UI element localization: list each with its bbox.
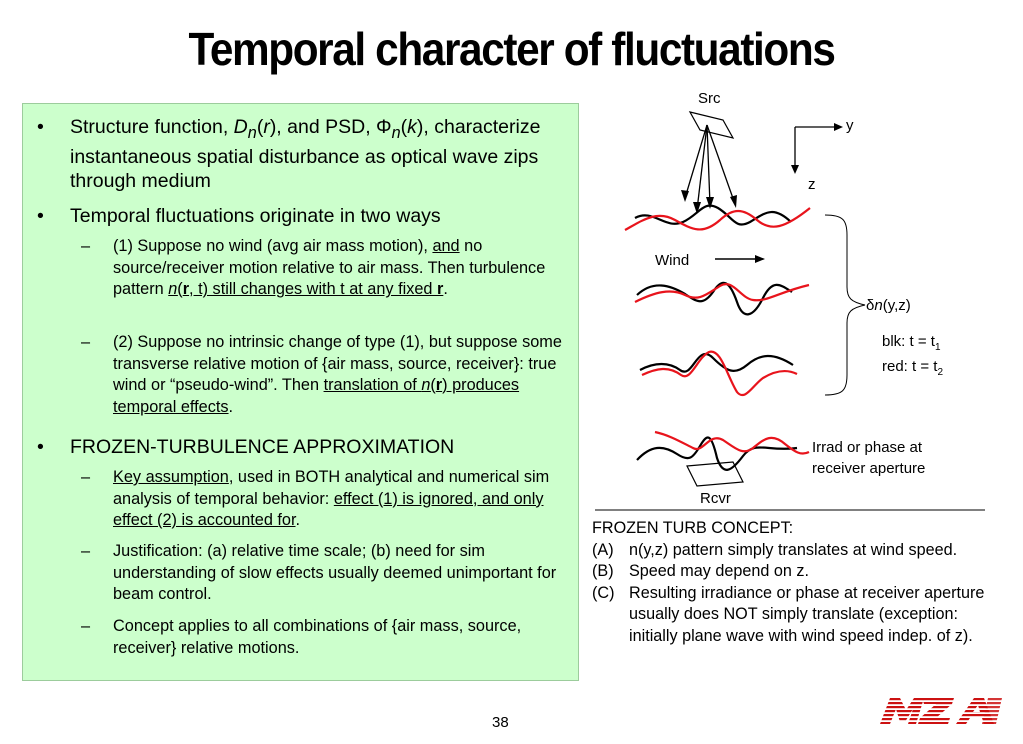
rcvr-label: Rcvr [700,490,731,507]
wave-group-1 [625,206,810,230]
mza-logo [878,694,1004,728]
wind-label: Wind [655,252,690,269]
frozen-turb-concept [592,518,1002,648]
bullet-structure-function: • Structure function, $D_n(r)$, and PSD, $\Phi_n(k)$, characterize instantaneous spatial disturbance as optical wave zips through medium [37,116,541,192]
yz-axes [791,123,843,174]
frozen-item-b: (B) Speed may depend on z. [592,562,809,581]
receiver-waves [637,432,809,470]
slide-title: Temporal character of fluctuations [188,23,835,75]
bullet-temporal-fluctuations: • Temporal fluctuations originate in two ways [37,205,441,227]
sub-bullet-no-wind: – (1) Suppose no wind (avg air mass motion), and no source/receiver motion relative to air mass. Then turbulence pattern n(r, t) still changes with t at any fixed r. [81,237,546,299]
bullet-frozen-turbulence: • FROZEN-TURBULENCE APPROXIMATION [37,436,455,458]
src-label: Src [698,90,721,107]
sub-bullet-transverse-motion: – (2) Suppose no intrinsic change of type (1), but suppose some transverse relative motion of {air mass, source, receiver}: true wind or “pseudo-wind”. Then translation of n(r) produces temporal effects. [81,333,562,416]
z-axis-label: z [808,176,816,193]
frozen-item-a: (A) n(y,z) pattern simply translates at wind speed. [592,540,958,559]
blk-legend: blk: $t = t_1$ [882,333,941,353]
wave-group-2 [635,283,809,314]
wind-arrow [715,255,765,263]
delta-n-label: δn(y,z) [866,297,911,314]
sub-bullet-key-assumption: – Key assumption, used in BOTH analytical and numerical sim analysis of temporal behavior: effect (1) is ignored, and only effect (2) is accounted for. [81,468,550,530]
sub-bullet-justification: – Justification: (a) relative time scale; (b) need for sim understanding of slow effects usually deemed unimportant for beam control. [81,542,557,604]
frozen-item-c: (C) Resulting irradiance or phase at receiver aperture usually does NOT simply translate (exception: initially plane wave with wind speed indep. of z). [592,583,985,645]
wave-group-3 [640,352,797,395]
irrad-label: Irrad or phase at receiver aperture [812,439,926,477]
y-axis-label: y [846,117,854,134]
red-legend: red: $t = t_2$ [882,358,944,378]
receiver-plate [687,462,743,486]
source-plate [690,112,733,138]
curly-brace [825,215,865,395]
frozen-heading: FROZEN TURB CONCEPT: [592,519,794,537]
sub-bullet-concept-applies: – Concept applies to all combinations of {air mass, source, receiver} relative motions. [81,617,522,657]
frozen-turbulence-diagram [585,80,1015,520]
page-number: 38 [492,714,509,731]
bullet-panel [22,103,579,681]
